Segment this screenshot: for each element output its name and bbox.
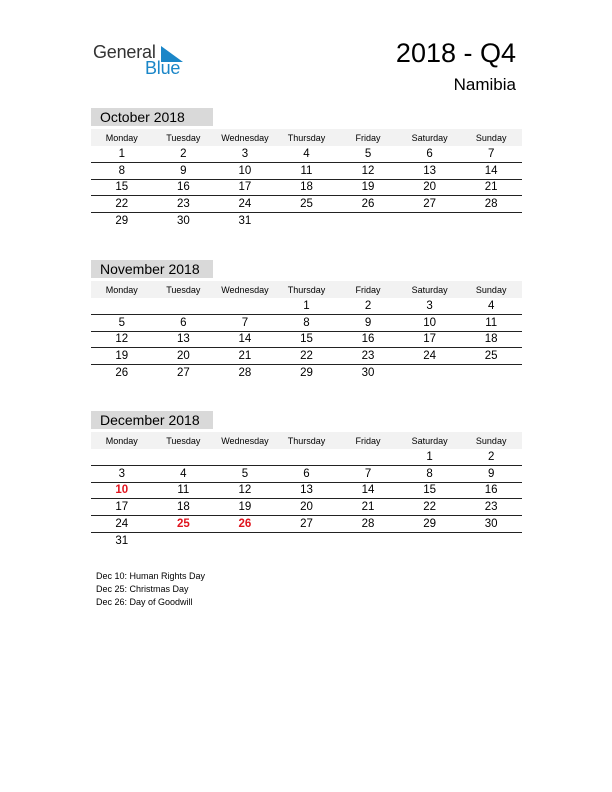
country-name: Namibia [453, 75, 516, 94]
week-row [91, 532, 522, 548]
week-row [91, 213, 522, 229]
weekday-label: Friday [337, 129, 399, 146]
day-cell: 14 [460, 162, 522, 179]
day-cell: 7 [460, 146, 522, 162]
weekday-label: Saturday [399, 432, 461, 449]
week-row [91, 516, 522, 533]
day-cell: 30 [361, 367, 375, 380]
day-cell [337, 449, 399, 465]
day-cell: 21 [214, 348, 276, 365]
month-title: November 2018 [91, 260, 213, 278]
page-title: 2018 - Q4 [395, 38, 516, 68]
day-cell [337, 532, 399, 548]
day-cell: 26 [337, 196, 399, 213]
day-cell: 10 [91, 482, 153, 499]
weekday-header-row [91, 129, 522, 146]
day-cell: 23 [460, 499, 522, 516]
day-cell: 5 [91, 314, 153, 331]
weekday-label: Wednesday [214, 432, 276, 449]
weekday-label: Thursday [276, 281, 338, 298]
day-cell: 6 [153, 314, 215, 331]
day-cell: 3 [91, 465, 153, 482]
day-cell: 2 [337, 298, 399, 314]
day-cell: 20 [276, 499, 338, 516]
week-row [91, 331, 522, 348]
day-cell: 1 [91, 146, 153, 162]
day-cell [153, 449, 215, 465]
day-cell: 10 [214, 162, 276, 179]
day-cell: 3 [399, 298, 461, 314]
calendar-table [91, 432, 522, 549]
weekday-label: Monday [91, 129, 153, 146]
day-cell: 16 [337, 331, 399, 348]
day-cell: 12 [91, 331, 153, 348]
logo-blue-text: Blue [145, 58, 181, 78]
day-cell: 17 [91, 499, 153, 516]
weekday-label: Monday [91, 432, 153, 449]
day-cell: 22 [276, 348, 338, 365]
weekday-label: Tuesday [153, 281, 215, 298]
day-cell: 24 [399, 348, 461, 365]
month-december [91, 411, 522, 549]
day-cell: 29 [115, 215, 129, 228]
day-cell: 5 [214, 465, 276, 482]
week-row [91, 348, 522, 365]
day-cell: 28 [460, 196, 522, 213]
day-cell: 24 [214, 196, 276, 213]
day-cell: 31 [238, 215, 252, 228]
logo-general-text: General [93, 42, 156, 62]
week-row [91, 162, 522, 179]
day-cell: 27 [399, 196, 461, 213]
holiday-note: Dec 25: Christmas Day [96, 584, 189, 594]
day-cell: 9 [153, 162, 215, 179]
week-row [91, 449, 522, 465]
day-cell: 5 [337, 146, 399, 162]
weekday-label: Sunday [460, 129, 522, 146]
day-cell [460, 365, 522, 381]
calendar-table [91, 281, 522, 381]
day-cell: 1 [276, 298, 338, 314]
day-cell: 25 [460, 348, 522, 365]
month-title: October 2018 [91, 108, 213, 126]
generalblue-logo [93, 40, 193, 80]
day-cell: 9 [460, 465, 522, 482]
holiday-notes [96, 570, 205, 609]
weekday-label: Friday [337, 432, 399, 449]
day-cell: 18 [460, 331, 522, 348]
week-row [91, 314, 522, 331]
week-row [91, 196, 522, 213]
day-cell: 20 [399, 179, 461, 196]
day-cell [399, 213, 461, 229]
week-row [91, 179, 522, 196]
day-cell: 3 [214, 146, 276, 162]
day-cell [153, 532, 215, 548]
weekday-label: Saturday [399, 281, 461, 298]
day-cell: 13 [399, 162, 461, 179]
day-cell: 18 [276, 179, 338, 196]
week-row [91, 365, 522, 381]
day-cell [214, 449, 276, 465]
day-cell: 13 [153, 331, 215, 348]
week-row [91, 465, 522, 482]
day-cell: 21 [460, 179, 522, 196]
week-row [91, 146, 522, 162]
day-cell: 30 [176, 215, 190, 228]
day-cell: 4 [276, 146, 338, 162]
weekday-label: Friday [337, 281, 399, 298]
day-cell: 14 [337, 482, 399, 499]
day-cell: 24 [91, 516, 153, 533]
holiday-note: Dec 26: Day of Goodwill [96, 597, 193, 607]
day-cell: 19 [214, 499, 276, 516]
day-cell: 22 [91, 196, 153, 213]
weekday-label: Thursday [276, 129, 338, 146]
weekday-label: Sunday [460, 281, 522, 298]
day-cell: 17 [214, 179, 276, 196]
day-cell: 6 [276, 465, 338, 482]
day-cell: 6 [399, 146, 461, 162]
day-cell: 17 [399, 331, 461, 348]
month-october [91, 108, 522, 229]
day-cell [214, 298, 276, 314]
weekday-label: Thursday [276, 432, 338, 449]
day-cell: 9 [337, 314, 399, 331]
weekday-label: Monday [91, 281, 153, 298]
day-cell: 13 [276, 482, 338, 499]
day-cell [91, 449, 153, 465]
day-cell [214, 532, 276, 548]
day-cell: 11 [153, 482, 215, 499]
day-cell: 12 [214, 482, 276, 499]
day-cell: 28 [238, 367, 252, 380]
day-cell [399, 532, 461, 548]
day-cell: 25 [153, 516, 215, 533]
day-cell: 28 [337, 516, 399, 533]
day-cell [153, 298, 215, 314]
day-cell: 29 [300, 367, 313, 380]
calendar-table [91, 129, 522, 229]
month-november [91, 260, 522, 381]
day-cell: 1 [399, 449, 461, 465]
week-row [91, 499, 522, 516]
day-cell: 30 [460, 516, 522, 533]
day-cell: 20 [153, 348, 215, 365]
day-cell [91, 298, 153, 314]
day-cell: 12 [337, 162, 399, 179]
day-cell: 19 [337, 179, 399, 196]
day-cell: 4 [153, 465, 215, 482]
day-cell [399, 365, 461, 381]
day-cell [276, 449, 338, 465]
day-cell: 7 [337, 465, 399, 482]
day-cell: 11 [460, 314, 522, 331]
day-cell [460, 532, 522, 548]
week-row [91, 482, 522, 499]
day-cell: 18 [153, 499, 215, 516]
day-cell: 29 [399, 516, 461, 533]
day-cell: 2 [153, 146, 215, 162]
day-cell: 11 [276, 162, 338, 179]
day-cell: 25 [276, 196, 338, 213]
day-cell: 27 [276, 516, 338, 533]
weekday-header-row [91, 281, 522, 298]
day-cell: 8 [276, 314, 338, 331]
day-cell: 4 [460, 298, 522, 314]
day-cell: 23 [337, 348, 399, 365]
day-cell: 15 [276, 331, 338, 348]
day-cell [276, 532, 338, 548]
day-cell: 19 [91, 348, 153, 365]
day-cell [460, 213, 522, 229]
day-cell: 14 [214, 331, 276, 348]
weekday-label: Tuesday [153, 432, 215, 449]
day-cell: 23 [153, 196, 215, 213]
day-cell: 31 [115, 534, 129, 547]
weekday-header-row [91, 432, 522, 449]
weekday-label: Tuesday [153, 129, 215, 146]
weekday-label: Saturday [399, 129, 461, 146]
day-cell: 2 [460, 449, 522, 465]
day-cell: 15 [91, 179, 153, 196]
holiday-note: Dec 10: Human Rights Day [96, 571, 206, 581]
weekday-label: Wednesday [214, 281, 276, 298]
week-row [91, 298, 522, 314]
day-cell: 26 [214, 516, 276, 533]
day-cell: 8 [399, 465, 461, 482]
month-title: December 2018 [91, 411, 213, 429]
day-cell: 27 [176, 367, 190, 380]
day-cell: 10 [399, 314, 461, 331]
day-cell: 16 [460, 482, 522, 499]
weekday-label: Wednesday [214, 129, 276, 146]
day-cell: 21 [337, 499, 399, 516]
day-cell [337, 213, 399, 229]
weekday-label: Sunday [460, 432, 522, 449]
day-cell [276, 213, 338, 229]
day-cell: 16 [153, 179, 215, 196]
day-cell: 15 [399, 482, 461, 499]
day-cell: 26 [115, 367, 129, 380]
day-cell: 8 [91, 162, 153, 179]
day-cell: 7 [214, 314, 276, 331]
day-cell: 22 [399, 499, 461, 516]
